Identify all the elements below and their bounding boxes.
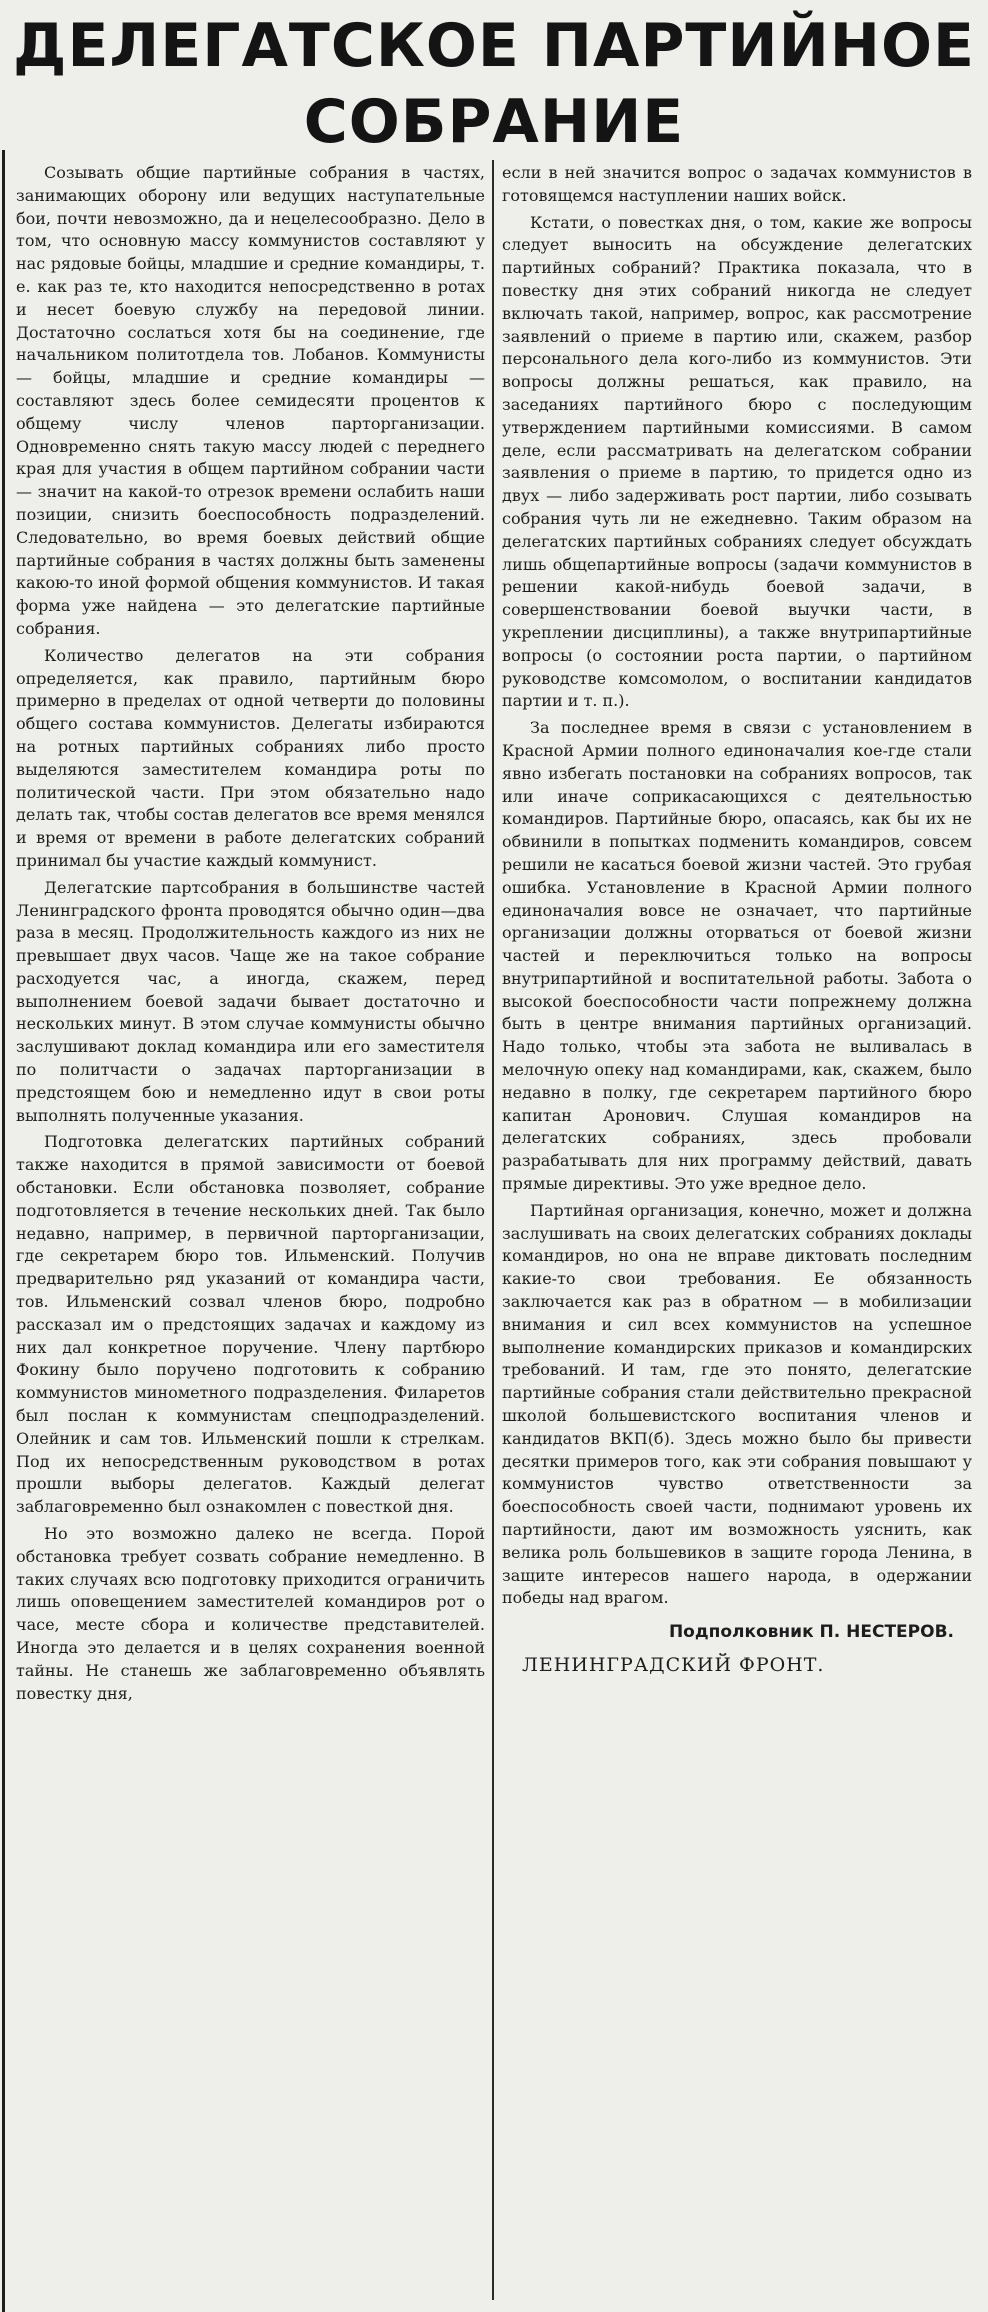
article-column-left	[16, 162, 485, 2302]
author-front: ЛЕНИНГРАДСКИЙ ФРОНТ.	[522, 1654, 825, 1677]
paragraph-continued: если в ней значится вопрос о задачах коммунистов в готовящемся наступлении наших войск.	[502, 163, 972, 205]
column-divider	[492, 160, 494, 2300]
author-signature: Подполковник П. НЕСТЕРОВ.	[668, 1622, 954, 1643]
paragraph: Делегатские партсобрания в большинстве частей Ленинградского фронта проводятся обычно один—два раза в месяц. Продолжительность каждого из них не превышает двух часов. Чаще же на такое собрание расходуется час, а иногда, скажем, перед выполнением боевой задачи бывает достаточно и нескольких минут. В этом случае коммунисты обычно заслушивают доклад командира или его заместителя по политчасти о задачах парторганизации в предстоящем бою и немедленно идут в свои роты выполнять полученные указания.	[16, 877, 485, 1125]
article-title	[0, 8, 988, 160]
title-line-1: ДЕЛЕГАТСКОЕ ПАРТИЙНОЕ	[13, 11, 975, 81]
paragraph: Созывать общие партийные собрания в частях, занимающих оборону или ведущих наступательные бои, почти невозможно, да и нецелесообразно. Дело в том, что основную массу коммунистов составляют у нас рядовые бойцы, младшие и средние командиры, т. е. как раз те, кто находится непосредственно в ротах и несет боевую службу на передовой линии. Достаточно сослаться хотя бы на соединение, где начальником политотдела тов. Лобанов. Коммунисты — бойцы, младшие и средние командиры — составляют здесь более семидесяти процентов к общему числу членов парторганизации. Одновременно снять такую массу людей с переднего края для участия в общем партийном собрании части — значит на какой-то отрезок времени ослабить наши позиции, снизить боеспособность подразделений. Следовательно, во время боевых действий общие партийные собрания в частях должны быть заменены какою-то иной формой общения коммунистов. И такая форма уже найдена — это делегатские партийные собрания.	[16, 163, 485, 638]
paragraph: За последнее время в связи с установлением в Красной Армии полного единоначалия кое-где стали явно избегать постановки на собраниях вопросов, так или иначе соприкасающихся с деятельностью командиров. Партийные бюро, опасаясь, как бы их не обвинили в попытках подменить командиров, совсем решили не касаться боевой жизни частей. Это грубая ошибка. Установление в Красной Армии полного единоначалия вовсе не означает, что партийные организации должны оторваться от боевой жизни частей и переключиться только на вопросы внутрипартийной и воспитательной работы. Забота о высокой боеспособности части попрежнему должна быть в центре внимания партийных организаций. Надо только, чтобы эта забота не выливалась в мелочную опеку над командирами, как, скажем, было недавно в полку, где секретарем партийного бюро капитан Аронович. Слушая командиров на делегатских собраниях, здесь пробовали разрабатывать для них программу действий, давать прямые директивы. Это уже вредное дело.	[502, 718, 972, 1194]
article-column-right	[502, 162, 972, 2302]
paragraph: Но это возможно далеко не всегда. Порой обстановка требует созвать собрание немедленно. В таких случаях всю подготовку приходится ограничить лишь оповещением заместителей командиров рот о часе, месте сбора и количестве представителей. Иногда это делается и в целях сохранения военной тайны. Не станешь же заблаговременно объявлять повестку дня,	[16, 1524, 485, 1703]
paragraph: Партийная организация, конечно, может и должна заслушивать на своих делегатских собраниях доклады командиров, но она не вправе диктовать последним какие-то свои требования. Ее обязанность заключается как раз в обратном — в мобилизации внимания и сил всех коммунистов на успешное выполнение командирских приказов и командирских требований. И там, где это понято, делегатские партийные собрания стали действительно прекрасной школой большевистского воспитания членов и кандидатов ВКП(б). Здесь можно было бы привести десятки примеров того, как эти собрания повышают у коммунистов чувство ответственности за боеспособность своей части, поднимают уровень их партийности, дают им возможность уяснить, как велика роль большевиков в защите города Ленина, в защите интересов нашего народа, в одержании победы над врагом.	[502, 1200, 972, 1608]
page-edge-rule	[2, 150, 5, 2312]
paragraph: Кстати, о повестках дня, о том, какие же вопросы следует выносить на обсуждение делегатских партийных собраний? Практика показала, что в повестку дня этих собраний никогда не следует включать такой, например, вопрос, как рассмотрение заявлений о приеме в партию или, скажем, разбор персонального дела кого-либо из коммунистов. Эти вопросы должны решаться, как правило, на заседаниях партийного бюро с последующим утверждением партийными комиссиями. В самом деле, если рассматривать на делегатском собрании заявления о приеме в партию, то придется одно из двух — либо задерживать рост партии, либо созывать собрания чуть ли не ежедневно. Таким образом на делегатских партийных собраниях следует обсуждать лишь общепартийные вопросы (задачи коммунистов в решении какой-нибудь боевой задачи, в совершенствовании боевой выучки части, в укреплении дисциплины), а также внутрипартийные вопросы (о состоянии роста партии, о партийном руководстве комсомолом, о воспитании кандидатов партии и т. п.).	[502, 212, 972, 711]
title-line-2: СОБРАНИЕ	[303, 87, 685, 157]
paragraph: Подготовка делегатских партийных собраний также находится в прямой зависимости от боевой обстановки. Если обстановка позволяет, собрание подготовляется в течение нескольких дней. Так было недавно, например, в первичной парторганизации, где секретарем бюро тов. Ильменский. Получив предварительно ряд указаний от командира части, тов. Ильменский созвал членов бюро, подробно рассказал им о предстоящих задачах и каждому из них дал конкретное поручение. Члену партбюро Фокину было поручено подготовить к собранию коммунистов минометного подразделения. Филаретов был послан к коммунистам спецподразделений. Олейник и сам тов. Ильменский пошли к стрелкам. Под их непосредственным руководством в ротах прошли выборы делегатов. Каждый делегат заблаговременно был ознакомлен с повесткой дня.	[16, 1132, 485, 1517]
paragraph: Количество делегатов на эти собрания определяется, как правило, партийным бюро примерно в пределах от одной четверти до половины общего состава коммунистов. Делегаты избираются на ротных партийных собраниях либо просто выделяются заместителем командира роты по политической части. При этом обязательно надо делать так, чтобы состав делегатов все время менялся и время от времени в работе делегатских собраний принимал бы участие каждый коммунист.	[16, 645, 485, 870]
